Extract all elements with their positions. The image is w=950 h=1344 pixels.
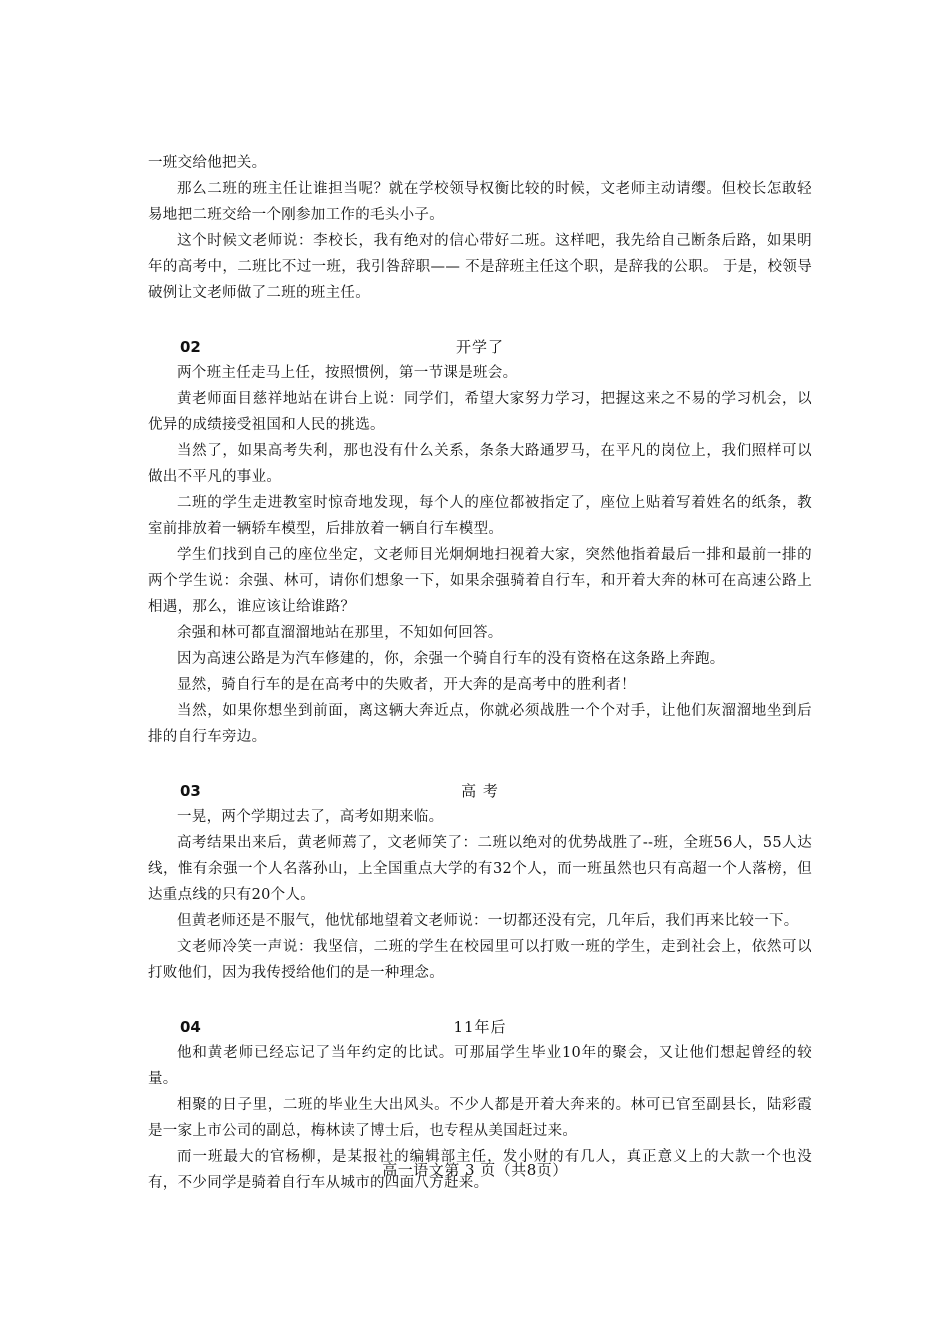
section-title: 高 考 (461, 782, 499, 800)
section-heading-04 (148, 1014, 812, 1040)
paragraph: 显然，骑自行车的是在高考中的失败者，开大奔的是高考中的胜利者！ (177, 677, 636, 693)
paragraph: 一晃，两个学期过去了，高考如期来临。 (177, 809, 444, 825)
section-number: 02 (180, 338, 201, 356)
paragraph: 当然，如果你想坐到前面，离这辆大奔近点，你就必须战胜一个个对手，让他们灰溜溜地坐到后排的自行车旁边。 (148, 703, 812, 745)
paragraph: 文老师冷笑一声说：我坚信，二班的学生在校园里可以打败一班的学生，走到社会上，依然可以打败他们，因为我传授给他们的是一种理念。 (148, 939, 812, 981)
paragraph: 而一班最大的官杨柳，是某报社的编辑部主任，发小财的有几人，真正意义上的大款一个也没有，不少同学是骑着自行车从城市的四面八方赶来。 (148, 1149, 812, 1191)
paragraph: 他和黄老师已经忘记了当年约定的比试。可那届学生毕业10年的聚会，又让他们想起曾经的较量。 (148, 1045, 812, 1087)
section-heading-03 (148, 778, 812, 804)
paragraph: 高考结果出来后，黄老师蔫了，文老师笑了：二班以绝对的优势战胜了--班，全班56人，55人达线，惟有余强一个人名落孙山，上全国重点大学的有32个人，而一班虽然也只有高超一个人落榜，但达重点线的只有20个人。 (148, 835, 812, 903)
paragraph: 学生们找到自己的座位坐定，文老师目光炯炯地扫视着大家，突然他指着最后一排和最前一排的两个学生说：余强、林可，请你们想象一下，如果余强骑着自行车，和开着大奔的林可在高速公路上相遇，那么，谁应该让给谁路？ (148, 547, 812, 615)
section-heading-02 (148, 334, 812, 360)
paragraph: 二班的学生走进教室时惊奇地发现，每个人的座位都被指定了，座位上贴着写着姓名的纸条，教室前排放着一辆轿车模型，后排放着一辆自行车模型。 (148, 495, 812, 537)
paragraph: 但黄老师还是不服气，他忧郁地望着文老师说：一切都还没有完，几年后，我们再来比较一下。 (177, 913, 799, 929)
paragraph: 这个时候文老师说：李校长，我有绝对的信心带好二班。这样吧，我先给自己断条后路，如果明年的高考中，二班比不过一班，我引咎辞职—— 不是辞班主任这个职，是辞我的公职。 于是，校领导破例让文老师做了二班的班主任。 (148, 233, 812, 301)
paragraph: 当然了，如果高考失利，那也没有什么关系，条条大路通罗马，在平凡的岗位上，我们照样可以做出不平凡的事业。 (148, 443, 812, 485)
paragraph: 那么二班的班主任让谁担当呢？就在学校领导权衡比较的时候，文老师主动请缨。但校长怎敢轻易地把二班交给一个刚参加工作的毛头小子。 (148, 181, 812, 223)
paragraph: 余强和林可都直溜溜地站在那里，不知如何回答。 (177, 625, 503, 641)
section-title: 11年后 (453, 1018, 507, 1036)
paragraph: 因为高速公路是为汽车修建的，你，余强一个骑自行车的没有资格在这条路上奔跑。 (177, 651, 725, 667)
paragraph: 黄老师面目慈祥地站在讲台上说：同学们，希望大家努力学习，把握这来之不易的学习机会，以优异的成绩接受祖国和人民的挑选。 (148, 391, 812, 433)
section-title: 开学了 (455, 338, 504, 356)
section-number: 03 (180, 782, 201, 800)
section-number: 04 (180, 1018, 201, 1036)
paragraph: 一班交给他把关。 (148, 155, 267, 171)
paragraph: 相聚的日子里，二班的毕业生大出风头。不少人都是开着大奔来的。林可已官至副县长，陆彩霞是一家上市公司的副总，梅林读了博士后，也专程从美国赶过来。 (148, 1097, 812, 1139)
article-body (148, 150, 812, 1196)
page-footer: 高一语文第 3 页（共8页） (382, 1161, 568, 1179)
paragraph: 两个班主任走马上任，按照惯例，第一节课是班会。 (177, 365, 518, 381)
